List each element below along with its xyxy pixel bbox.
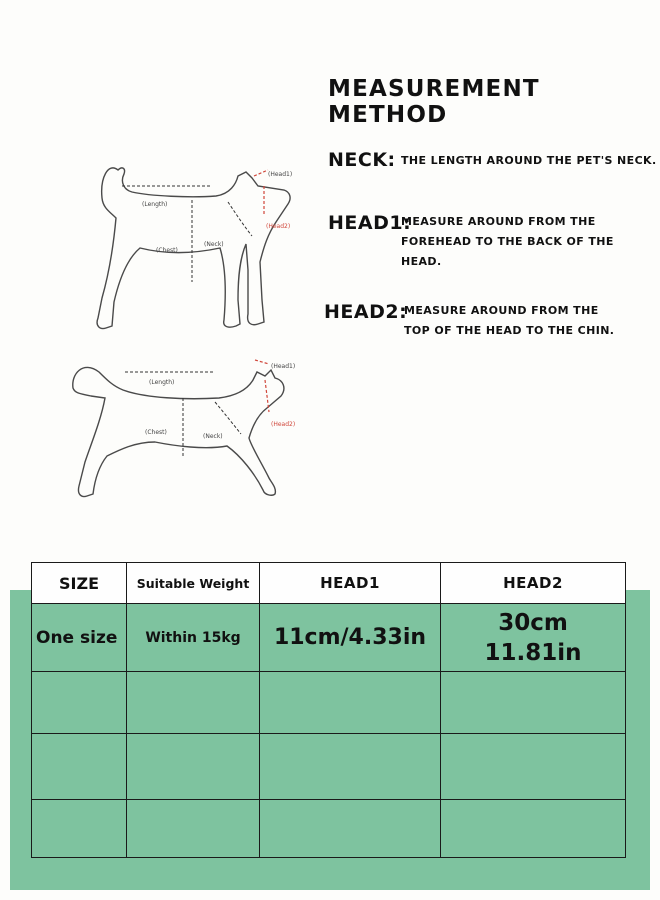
table-header-row (32, 563, 626, 604)
dog-neck-line (228, 202, 252, 236)
empty-cell (260, 800, 441, 858)
table-row (32, 734, 626, 800)
cat-neck-label: (Neck) (203, 433, 223, 440)
cell-size: One size (32, 604, 127, 672)
empty-cell (441, 672, 626, 734)
cell-head2-cm: 30cm (498, 609, 568, 636)
method-head2-label: HEAD2: (324, 301, 408, 323)
dog-head2-label: (Head2) (266, 223, 291, 230)
method-neck (328, 149, 657, 171)
method-head1-label: HEAD1: (328, 212, 412, 234)
cat-neck-line (215, 402, 241, 434)
empty-cell (260, 734, 441, 800)
table-row (32, 800, 626, 858)
method-neck-text: THE LENGTH AROUND THE PET'S NECK. (401, 154, 657, 167)
dog-head1-line (254, 170, 268, 176)
header-size: SIZE (32, 563, 127, 604)
table-row (32, 672, 626, 734)
dog-chest-label: (Chest) (156, 247, 178, 254)
cat-head1-label: (Head1) (271, 363, 296, 370)
empty-cell (127, 800, 260, 858)
dog-measurement-diagram (80, 150, 310, 340)
cat-measurement-diagram (65, 350, 315, 510)
method-head1-text: MEASURE AROUND FROM THE FOREHEAD TO THE BACK OF THE HEAD. (401, 215, 614, 268)
method-neck-label: NECK: (328, 149, 396, 171)
empty-cell (32, 672, 127, 734)
empty-cell (441, 734, 626, 800)
empty-cell (260, 672, 441, 734)
dog-outline (97, 168, 293, 329)
empty-cell (441, 800, 626, 858)
size-table (31, 562, 626, 858)
cat-outline (73, 367, 284, 496)
cat-head1-line (255, 360, 269, 364)
method-head2 (324, 301, 614, 341)
empty-cell (32, 800, 127, 858)
cell-head2 (441, 604, 626, 672)
empty-cell (127, 734, 260, 800)
dog-head1-label: (Head1) (268, 171, 293, 178)
header-weight: Suitable Weight (127, 563, 260, 604)
empty-cell (127, 672, 260, 734)
method-head1 (328, 212, 614, 272)
table-row (32, 604, 626, 672)
cell-weight: Within 15kg (127, 604, 260, 672)
cat-chest-label: (Chest) (145, 429, 167, 436)
cat-head2-label: (Head2) (271, 421, 296, 428)
dog-length-label: (Length) (142, 201, 168, 208)
cell-head1: 11cm/4.33in (260, 604, 441, 672)
method-head2-text: MEASURE AROUND FROM THE TOP OF THE HEAD TO THE CHIN. (404, 304, 615, 337)
cell-head2-in: 11.81in (484, 639, 582, 666)
cat-length-label: (Length) (149, 379, 175, 386)
dog-neck-label: (Neck) (204, 241, 224, 248)
header-head1: HEAD1 (260, 563, 441, 604)
header-head2: HEAD2 (441, 563, 626, 604)
empty-cell (32, 734, 127, 800)
page-title: MEASUREMENT METHOD (328, 76, 540, 128)
